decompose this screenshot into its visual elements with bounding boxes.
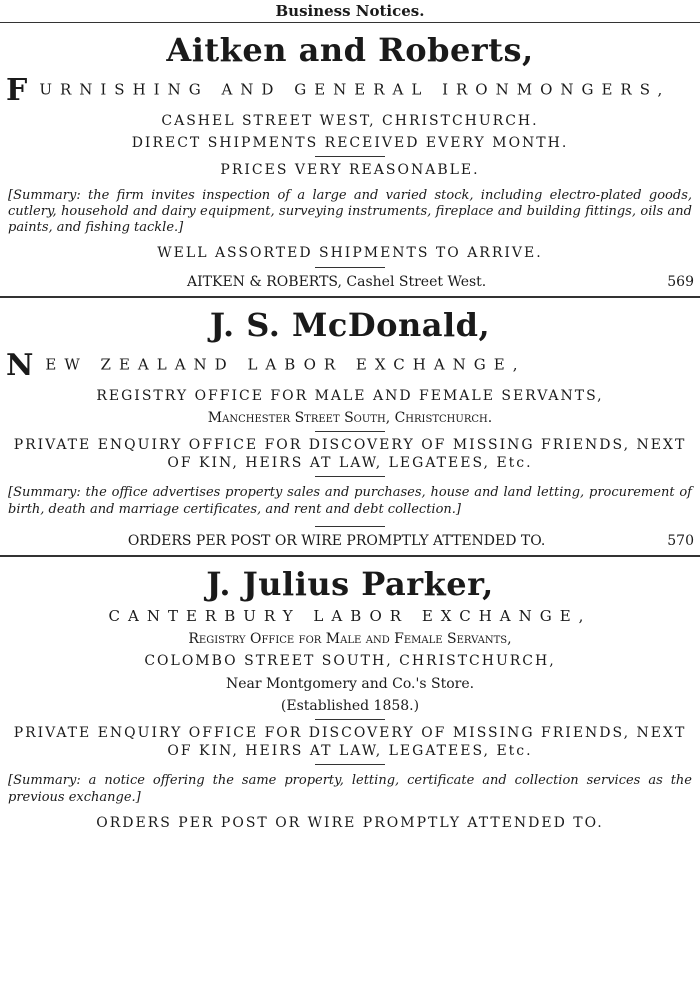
firm-name: J. S. McDonald, (209, 305, 491, 344)
drop-initial: N (6, 347, 42, 383)
body-summary: [Summary: a notice offering the same property, letting, certificate and collection services as the previous exchange.] (8, 773, 692, 805)
orders-line: ORDERS PER POST OR WIRE PROMPTLY ATTENDED TO. (96, 814, 604, 831)
registry-line: REGISTRY OFFICE FOR MALE AND FEMALE SERVANTS, (96, 387, 604, 404)
address: COLOMBO STREET SOUTH, CHRISTCHURCH, (144, 653, 556, 670)
notice-divider (0, 555, 700, 557)
trade-line (6, 73, 694, 108)
arriving-line: WELL ASSORTED SHIPMENTS TO ARRIVE. (157, 245, 543, 262)
short-rule (315, 526, 385, 527)
trade-text: URNISHING AND GENERAL IRONMONGERS, (39, 80, 671, 99)
trade-line: CANTERBURY LABOR EXCHANGE, (108, 606, 592, 625)
sign-off: AITKEN & ROBERTS, Cashel Street West. (187, 273, 487, 290)
near-line: Near Montgomery and Co.'s Store. (225, 675, 475, 692)
drop-initial: F (6, 73, 36, 108)
short-rule (315, 476, 385, 477)
firm-name: Aitken and Roberts, (166, 31, 534, 69)
notice-number: 570 (667, 532, 694, 549)
notice-footer (6, 274, 694, 290)
tagline: DIRECT SHIPMENTS RECEIVED EVERY MONTH. (131, 135, 569, 152)
enquiry-line: PRIVATE ENQUIRY OFFICE FOR DISCOVERY OF MISSING FRIENDS, NEXT OF KIN, HEIRS AT LAW, LEGATEES, Etc. (13, 436, 687, 472)
notice-parker (0, 565, 700, 832)
established-line: (Established 1858.) (280, 697, 420, 714)
short-rule (315, 156, 385, 157)
address: Manchester Street South, Christchurch. (207, 409, 493, 426)
body-summary: [Summary: the office advertises property sales and purchases, house and land letting, procurement of birth, death and marriage certificates, and rent and debt collection.] (8, 485, 692, 517)
prices-line: PRICES VERY REASONABLE. (220, 162, 480, 179)
short-rule (315, 719, 385, 720)
orders-line: ORDERS PER POST OR WIRE PROMPTLY ATTENDED TO. (127, 532, 546, 549)
notice-footer (6, 533, 694, 549)
address: CASHEL STREET WEST, CHRISTCHURCH. (161, 113, 539, 129)
trade-text: EW ZEALAND LABOR EXCHANGE, (45, 355, 526, 373)
firm-name: J. Julius Parker, (206, 564, 494, 603)
trade-line (6, 348, 694, 383)
running-head: Business Notices. (0, 0, 700, 23)
body-summary: [Summary: the firm invites inspection of a large and varied stock, including electro-plated goods, cutlery, household and dairy equipment, surveying instruments, fireplace and building fittings, oils and paints, and fishing tackle.] (8, 187, 692, 236)
notice-divider (0, 296, 700, 298)
notice-aitken-roberts (0, 31, 700, 290)
notice-mcdonald (0, 306, 700, 549)
short-rule (315, 431, 385, 432)
notice-number: 569 (667, 273, 694, 290)
short-rule (315, 267, 385, 268)
short-rule (315, 764, 385, 765)
registry-line: Registry Office for Male and Female Servants, (188, 631, 512, 648)
enquiry-line: PRIVATE ENQUIRY OFFICE FOR DISCOVERY OF MISSING FRIENDS, NEXT OF KIN, HEIRS AT LAW, LEGATEES, Etc. (13, 725, 687, 760)
